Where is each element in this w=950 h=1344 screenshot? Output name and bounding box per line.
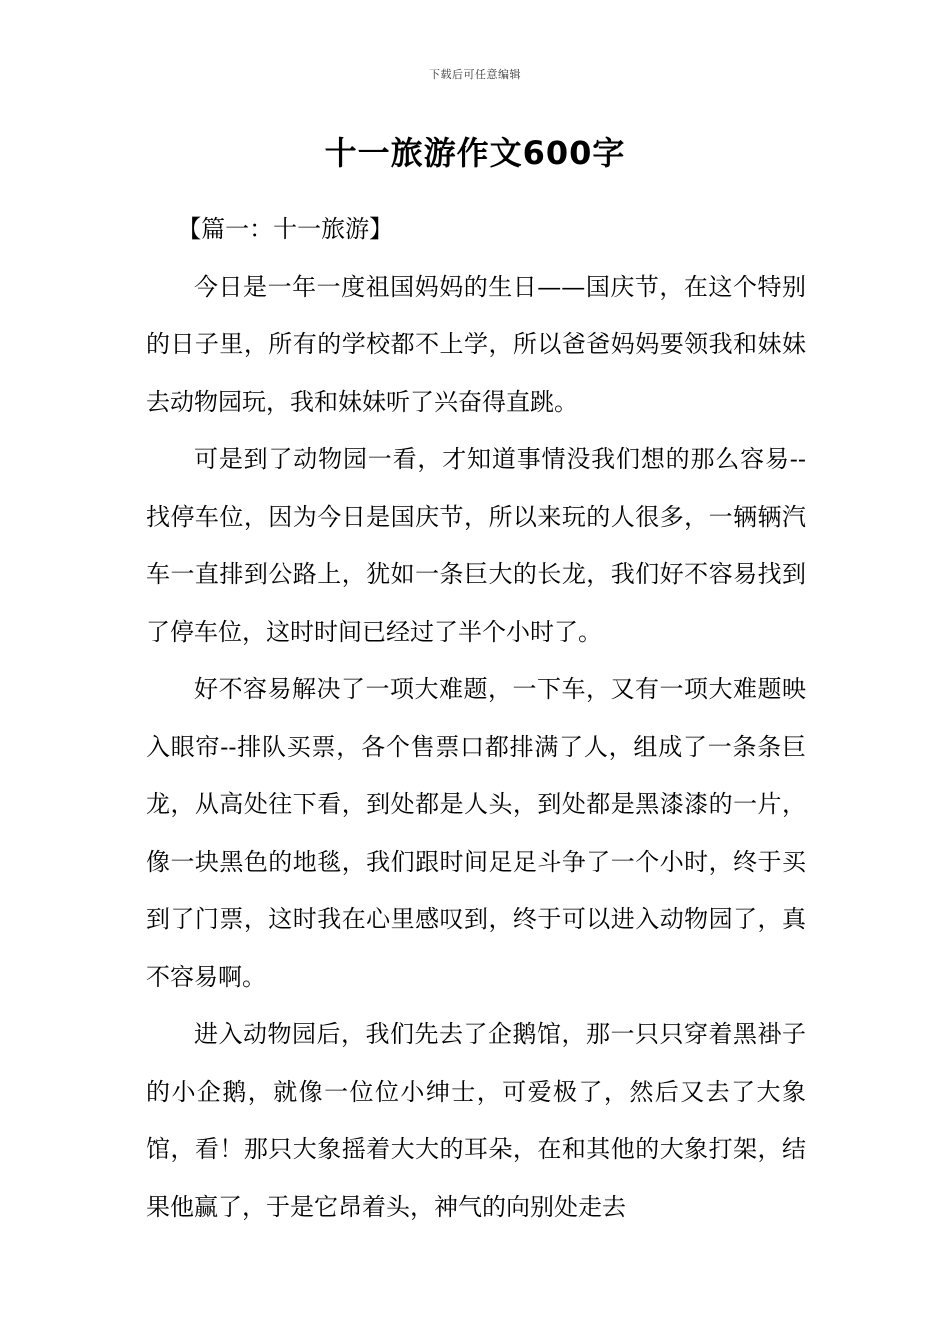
paragraph: 好不容易解决了一项大难题，一下车，又有一项大难题映入眼帘--排队买票，各个售票口都排满了人，组成了一条条巨龙，从高处往下看，到处都是人头，到处都是黑漆漆的一片，像一块黑色的地毯，我们跟时间足足斗争了一个小时，终于买到了门票，这时我在心里感叹到，终于可以进入动物园了，真不容易啊。 xyxy=(146,675,806,991)
document-title: 十一旅游作文600字 xyxy=(324,134,626,172)
document-body xyxy=(146,201,806,1236)
paragraph: 可是到了动物园一看，才知道事情没我们想的那么容易--找停车位，因为今日是国庆节，所以来玩的人很多，一辆辆汽车一直排到公路上，犹如一条巨大的长龙，我们好不容易找到了停车位，这时时间已经过了半个小时了。 xyxy=(146,445,806,646)
header-note: 下载后可任意编辑 xyxy=(429,68,521,81)
paragraph: 今日是一年一度祖国妈妈的生日——国庆节，在这个特别的日子里，所有的学校都不上学，所以爸爸妈妈要领我和妹妹去动物园玩，我和妹妹听了兴奋得直跳。 xyxy=(146,272,806,416)
paragraph: 进入动物园后，我们先去了企鹅馆，那一只只穿着黑褂子的小企鹅，就像一位位小绅士，可爱极了，然后又去了大象馆，看！那只大象摇着大大的耳朵，在和其他的大象打架，结果他赢了，于是它昂着头，神气的向别处走去 xyxy=(146,1020,806,1221)
section-heading: 【篇一：十一旅游】 xyxy=(177,215,394,243)
